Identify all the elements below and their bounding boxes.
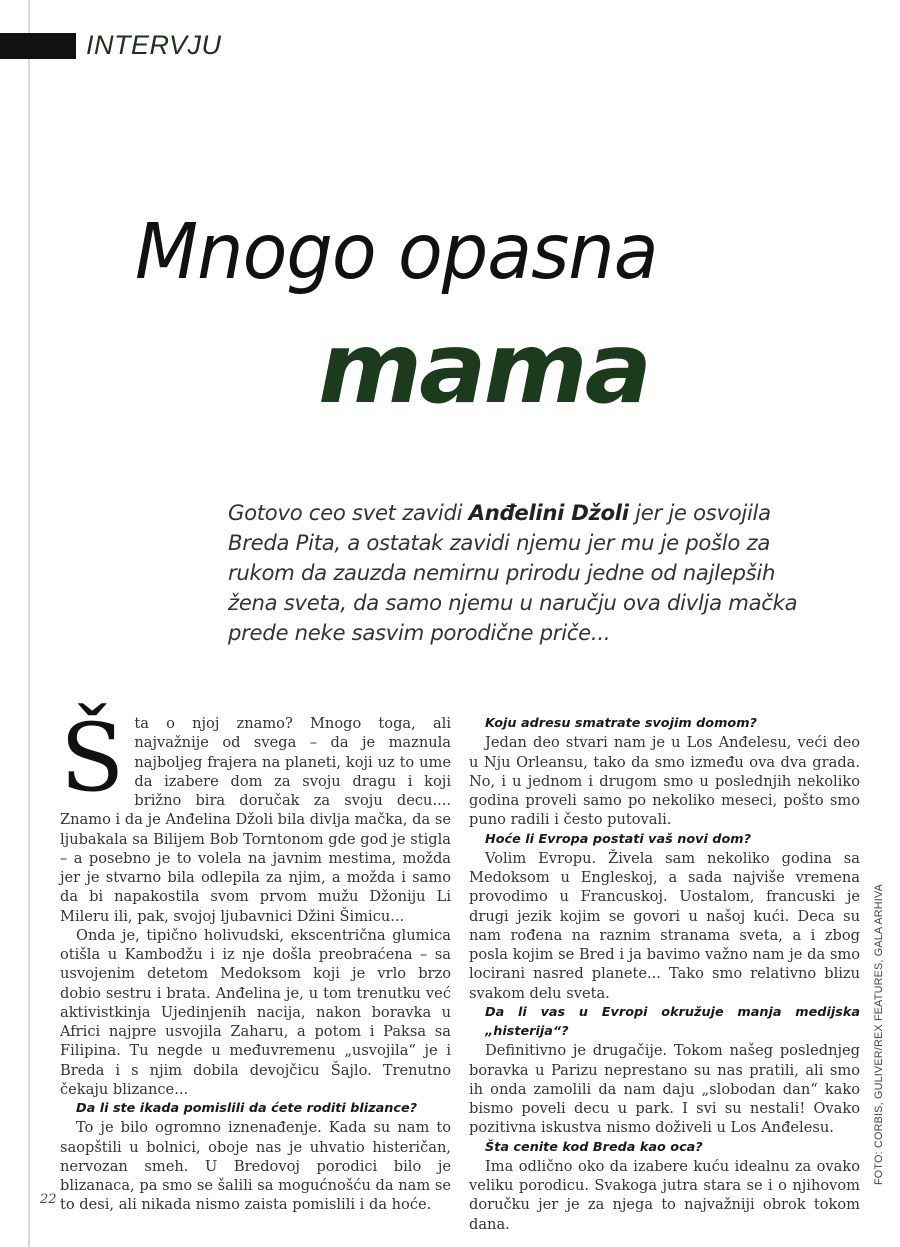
paragraph-text: ta o njoj znamo? Mnogo toga, ali najvažnije od svega – da je maznula najboljeg frajera na planeti, koji uz to ume da izabere dom za svoju dragu i koji brižno bira doručak za svoju decu.... Znamo i da je Anđelina Džoli bila divlja mačka, da se ljubakala sa Bilijem Bob Torntonom gde god je stigla – a posebno je to volela na javnim mestima, možda jer je stvarno bila odlepila za njim, a možda i samo da bi napakostila svom prvom mužu Džoniju Li Mileru ili, pak, svojoj ljubavnici Džini Šimicu...: [60, 715, 451, 925]
intro-text-start: Gotovo ceo svet zavidi: [228, 500, 469, 525]
interview-question: Koju adresu smatrate svojim domom?: [485, 716, 757, 731]
headline-line-1: Mnogo opasna: [135, 208, 658, 297]
article-column-left: [60, 704, 451, 1215]
photo-credit: FOTO: CORBIS, GULIVER/REX FEATURES, GALA ARHIVA: [873, 884, 885, 1185]
intro-name: Anđelini Džoli: [468, 500, 629, 525]
interview-answer: Jedan deo stvari nam je u Los Anđelesu, veći deo u Nju Orleansu, tako da smo između ova dva grada. No, i u jednom i drugom smo u poslednjih nekoliko godina proveli samo po nekoliko meseci, pošto smo puno radili i često putovali.: [469, 734, 860, 829]
interview-question: Da li vas u Evropi okružuje manja medijska „histerija“?: [485, 1004, 860, 1039]
interview-answer: Definitivno je drugačije. Tokom našeg poslednjeg boravka u Parizu neprestano su nas pratili, ali smo ih onda zamolili da nam daju „slobodan dan“ kako bismo poveli decu u park. I svi su nestali! Ovako pozitivna iskustva nismo doživeli u Los Anđelesu.: [469, 1042, 860, 1137]
interview-question: Da li ste ikada pomislili da ćete roditi blizance?: [76, 1101, 418, 1116]
article-column-right: [469, 714, 860, 1234]
drop-cap: Š: [60, 704, 125, 813]
headline-line-2: mama: [318, 312, 649, 426]
interview-answer: Volim Evropu. Živela sam nekoliko godina sa Medoksom u Engleskoj, a sada najviše vremena provodimo u Francuskoj. Uostalom, francuski je drugi jezik kojim se govori u našoj kući. Deca su nam rođena na raznim stranama sveta, a i zbog posla kojim se Bred i ja bavimo važno nam je da smo locirani nasred planete... Tako smo relativno blizu svakom delu sveta.: [469, 849, 860, 1002]
interview-question: Hoće li Evropa postati vaš novi dom?: [485, 831, 752, 847]
article-paragraph: Onda je, tipično holivudski, ekscentrična glumica otišla u Kambodžu i iz nje došla preobraćena – sa usvojenim detetom Medoksom koji je vrlo brzo dobio sestru i brata. Anđelina je, u tom trenutku već aktivistkinja Ujedinjenih nacija, nakon boravka u Africi najpre usvojila Zaharu, a potom i Paksa sa Filipina. Tu negde u međuvremenu „usvojila“ je i Breda i s njim dobila devojčicu Šajlo. Trenutno čekaju blizance...: [60, 926, 451, 1098]
intro-text-end: jer je osvojila Breda Pita, a ostatak zavidi njemu jer mu je pošlo za rukom da zauzda nemirnu prirodu jedne od najlepših žena sveta, da samo njemu u naručju ova divlja mačka prede neke sasvim porodične priče...: [228, 500, 798, 645]
interview-question: Šta cenite kod Breda kao oca?: [485, 1139, 703, 1155]
page-edge-rule: [28, 0, 30, 1247]
intro-lead: [228, 498, 828, 648]
interview-answer: Ima odlično oko da izabere kuću idealnu za ovako veliku porodicu. Svakoga jutra stara se i o njihovom doručku jer je za njega to najvažniji obrok tokom dana.: [469, 1157, 860, 1233]
section-marker-bar: [0, 33, 76, 59]
interview-answer: To je bilo ogromno iznenađenje. Kada su nam to saopštili u bolnici, oboje nas je uhvatio histeričan, nervozan smeh. U Bredovoj porodici bilo je blizanaca, pa smo se šalili sa mogućnošću da nam se to desi, ali nikada nismo zaista pomislili i da hoće.: [60, 1119, 451, 1214]
section-label: INTERVJU: [86, 30, 222, 60]
page-number: 22: [40, 1192, 57, 1207]
article-paragraph: [60, 704, 451, 926]
